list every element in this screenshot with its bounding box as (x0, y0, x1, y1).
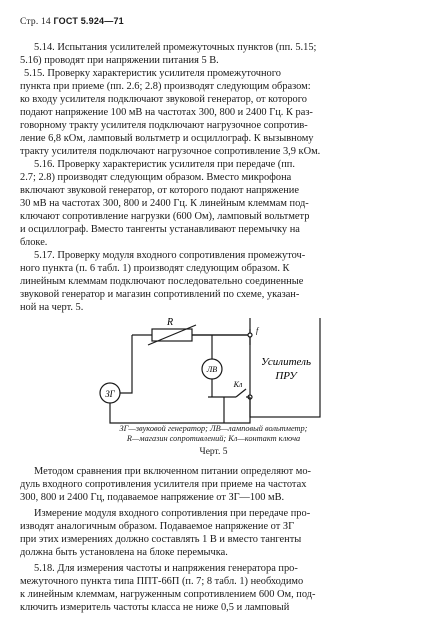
text-line: 5.14. Испытания усилителей промежуточных пунктов (пп. 5.15; (34, 42, 317, 53)
voltmeter-label: ЛВ (206, 365, 218, 374)
key-contact (236, 389, 246, 397)
circuit-diagram (90, 318, 360, 436)
wire-top-right (192, 329, 250, 345)
text-line: 5.18. Для измерения частоты и напряжения генератора про- (34, 563, 298, 574)
text-line: 2.7; 2.8) производят следующим образом. Вместо микрофона (20, 172, 292, 183)
text-line: включают звуковой генератор, от которого подают напряжение (20, 185, 299, 196)
text-line: дуль входного сопротивления усилителя при приеме на частотах (20, 479, 307, 490)
text-line: ление 6,8 кОм, ламповый вольтметр и осциллограф. К вызывному (20, 133, 314, 144)
text-line: должна быть установлена на блоке перемычка. (20, 547, 228, 558)
text-line: ной на черт. 5. (20, 302, 84, 313)
figure-caption-line2: R—магазин сопротивлений; Кл—контакт ключа (126, 434, 301, 443)
text-line: ключают сопротивление нагрузки (600 Ом), ламповый вольтметр (20, 211, 310, 222)
contact-label: Кл (233, 380, 243, 389)
resistor-label: R (166, 318, 174, 328)
text-line: ключить измеритель частоты класса не ниже 0,5 и ламповый (20, 602, 290, 613)
page-number: Стр. 14 (20, 17, 51, 27)
text-line: изводят аналогичным образом. Подаваемое напряжение от ЗГ (20, 521, 295, 532)
text-line: ного пункта (п. 6 табл. 1) производят следующим образом. К (20, 263, 290, 274)
text-line: блоке. (20, 237, 48, 248)
text-line: 5.16) проводят при напряжении питания 5 В. (20, 55, 219, 66)
page-header (20, 16, 124, 27)
text-line: 5.15. Проверку характеристик усилителя промежуточного (24, 68, 281, 79)
text-line: межуточного пункта типа ППТ-66П (п. 7; 8 табл. 1) необходимо (20, 576, 304, 587)
text-line: к линейным клеммам, нагруженным сопротивлением 600 Ом, под- (20, 589, 316, 600)
text-line: пункта при приеме (пп. 2.6; 2.8) производят следующим образом: (20, 81, 311, 92)
figure-caption-line1: ЗГ—звуковой генератор; ЛВ—ламповый вольтметр; (119, 424, 308, 433)
terminal-top (248, 333, 252, 337)
resistor-arrow (148, 325, 196, 345)
text-line: 30 мВ на частотах 300, 800 и 2400 Гц. К линейным клеммам под- (20, 198, 309, 209)
gost-number: ГОСТ 5.924—71 (53, 16, 124, 26)
generator-label: ЗГ (105, 389, 115, 399)
text-line: линейным клеммам подключают последовательно соединенные (20, 276, 304, 287)
text-line: Методом сравнения при включенном питании определяют мо- (34, 466, 311, 477)
text-line: звуковой генератор и магазин сопротивлений по схеме, указан- (20, 289, 300, 300)
text-line: и осциллограф. Вместо тангенты устанавливают перемычку на (20, 224, 300, 235)
text-line: подают напряжение 100 мВ на частотах 300, 800 и 2400 Гц. К раз- (20, 107, 313, 118)
wire-bottom (110, 397, 250, 423)
amplifier-label-line2: ПРУ (275, 370, 297, 382)
text-line: ко входу усилителя подключают звуковой генератор, от которого (20, 94, 307, 105)
figure-title: Черт. 5 (199, 447, 228, 457)
text-line: Измерение модуля входного сопротивления при передаче про- (34, 508, 311, 519)
text-line: 5.16. Проверку характеристик усилителя при передаче (пп. (34, 159, 295, 170)
text-line: 300, 800 и 2400 Гц, подаваемое напряжение от ЗГ—100 мВ. (20, 492, 285, 503)
text-line: тракту усилителя подключают нагрузочное сопротивление 3,9 кОм. (20, 146, 321, 157)
text-line: 5.17. Проверку модуля входного сопротивления промежуточ- (34, 250, 306, 261)
text-line: говорному тракту усилителя подключают нагрузочное сопротив- (20, 120, 308, 131)
amplifier-label-line1: Усилитель (261, 356, 311, 368)
terminal-label: f (256, 326, 259, 335)
text-line: при этих измерениях должно составлять 1 В и вместо тангенты (20, 534, 302, 545)
